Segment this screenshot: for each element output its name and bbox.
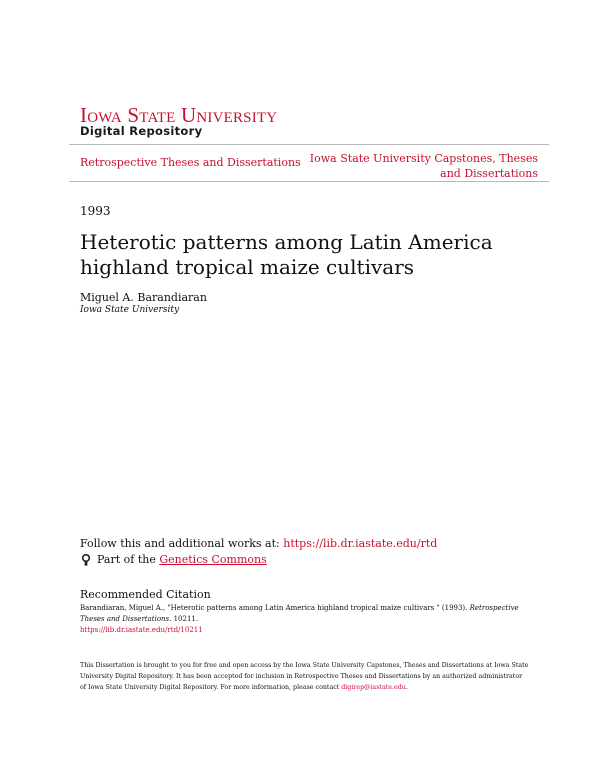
university-logo[interactable]: Iowa State University bbox=[80, 103, 278, 127]
repository-logo: Digital Repository bbox=[80, 124, 203, 138]
collection-link-retrospective[interactable]: Retrospective Theses and Dissertations bbox=[80, 156, 301, 169]
recommended-citation-text bbox=[80, 603, 530, 636]
citation-plain: Barandiaran, Miguel A., "Heterotic patterns among Latin America highland tropical maize cultivars " (1993). bbox=[80, 604, 470, 612]
follow-line bbox=[80, 537, 437, 550]
citation-number: . 10211. bbox=[169, 615, 199, 623]
contact-email-link[interactable]: digirep@iastate.edu bbox=[341, 684, 406, 691]
follow-text: Follow this and additional works at: bbox=[80, 537, 284, 550]
recommended-citation-heading: Recommended Citation bbox=[80, 588, 211, 601]
collection-link-capstones[interactable]: Iowa State University Capstones, Theses and Dissertations bbox=[309, 152, 538, 180]
follow-link[interactable]: https://lib.dr.iastate.edu/rtd bbox=[283, 537, 438, 550]
top-divider bbox=[69, 144, 549, 145]
open-access-icon bbox=[80, 554, 92, 566]
publication-year: 1993 bbox=[80, 204, 111, 218]
author-name: Miguel A. Barandiaran bbox=[80, 291, 207, 304]
footer-text: This Dissertation is brought to you for free and open access by the Iowa State University Capstones, Theses and Dissertations at Iowa State University Digital Repository. It has been accepted for inclusion in Retrospective Theses and Dissertations by an authorized administrator of Iowa State University Digital Repository. For more information, please contact bbox=[80, 662, 529, 691]
genetics-commons-link[interactable]: Genetics Commons bbox=[159, 553, 267, 566]
part-of-prefix: Part of the bbox=[97, 553, 156, 566]
footer-notice bbox=[80, 660, 530, 693]
document-title: Heterotic patterns among Latin America highland tropical maize cultivars bbox=[80, 230, 493, 279]
footer-end: . bbox=[405, 684, 408, 691]
bottom-divider bbox=[69, 181, 549, 182]
author-affiliation: Iowa State University bbox=[80, 305, 180, 315]
part-of-line bbox=[80, 553, 267, 566]
citation-series: Retrospective Theses and Dissertations bbox=[80, 604, 519, 623]
citation-link[interactable]: https://lib.dr.iastate.edu/rtd/10211 bbox=[80, 626, 203, 634]
